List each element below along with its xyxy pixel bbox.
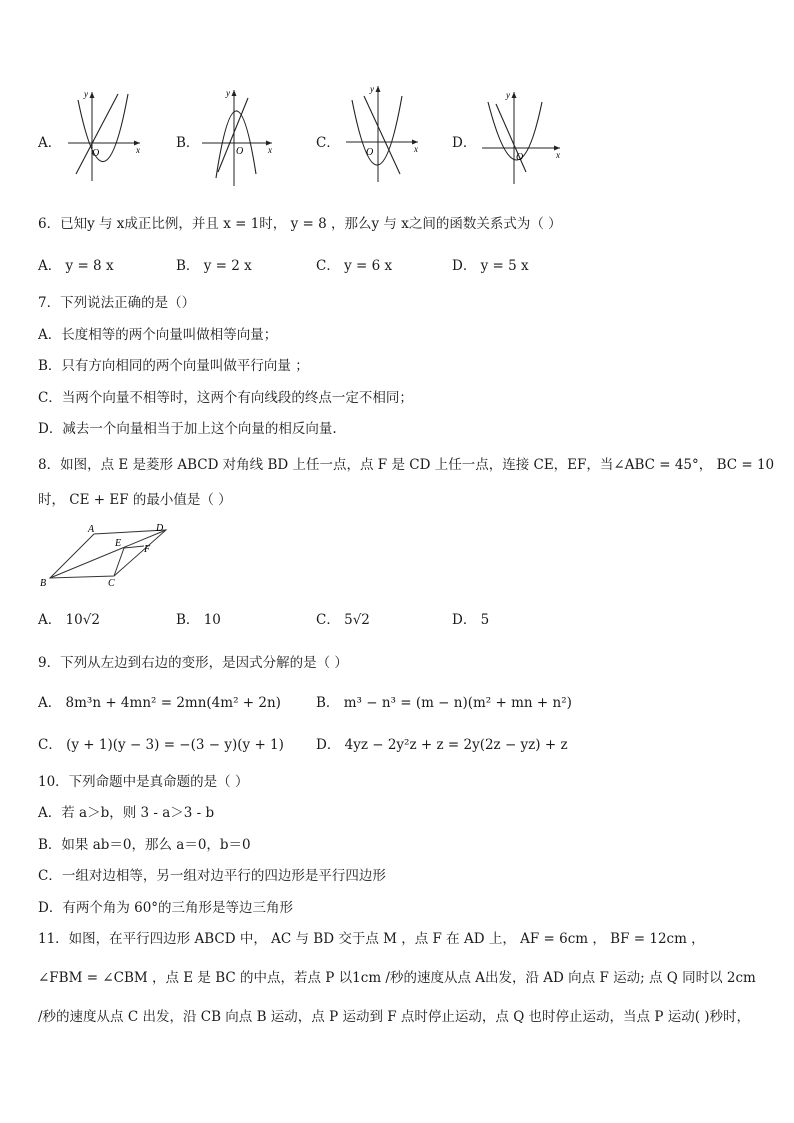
q9-stem: 9．下列从左边到右边的变形，是因式分解的是（ ） — [38, 655, 348, 671]
q11-line3: /秒的速度从点 C 出发，沿 CB 向点 B 运动，点 P 运动到 F 点时停止运动，点 Q 也时停止运动，当点 P 运动( )秒时， — [38, 1009, 751, 1025]
q6-option-c: C． y = 6 x — [316, 258, 393, 274]
axis-x-label: x — [136, 145, 140, 155]
origin-label: O — [366, 147, 374, 158]
axis-y-label: y — [506, 90, 510, 100]
q5-graph-a — [62, 86, 146, 190]
q9-option-d: D． 4yz − 2y²z + z = 2y(2z − yz) + z — [316, 737, 568, 753]
q5-option-b-label: B． — [176, 135, 200, 151]
origin-label: O — [236, 146, 244, 157]
q6-option-a: A． y = 8 x — [38, 258, 114, 274]
q5-option-d-label: D． — [452, 135, 477, 151]
q7-stem: 7．下列说法正确的是（） — [38, 295, 196, 311]
q5-graph-c — [340, 82, 424, 190]
axis-y-label: y — [226, 88, 230, 98]
q6-option-b: B． y = 2 x — [176, 258, 252, 274]
point-e-label: E — [115, 538, 122, 549]
q10-option-d: D．有两个角为 60°的三角形是等边三角形 — [38, 900, 294, 916]
q9-option-a: A． 8m³n + 4mn² = 2mn(4m² + 2n) — [38, 695, 281, 711]
q8-option-a: A． 10√2 — [38, 612, 100, 628]
axis-y-label: y — [370, 84, 374, 94]
q5-graph-d — [478, 88, 568, 192]
q8-stem-line2: 时， CE + EF 的最小值是（ ） — [38, 492, 232, 508]
axis-x-label: x — [268, 145, 272, 155]
q8-option-b: B． 10 — [176, 612, 221, 628]
q5-graph-b — [198, 86, 282, 194]
q7-option-b: B．只有方向相同的两个向量叫做平行向量 ； — [38, 358, 309, 374]
q8-stem-line1: 8．如图，点 E 是菱形 ABCD 对角线 BD 上任一点，点 F 是 CD 上任一点，连接 CE，EF，当∠ABC = 45°， BC = 10 — [38, 457, 775, 473]
q10-stem: 10．下列命题中是真命题的是（ ） — [38, 774, 249, 790]
q8-rhombus-figure — [36, 520, 176, 592]
q11-line1: 11．如图，在平行四边形 ABCD 中， AC 与 BD 交于点 M ，点 F 在 AD 上， AF = 6cm ， BF = 12cm ， — [38, 931, 705, 947]
origin-label: O — [516, 152, 524, 163]
q5-option-a-label: A． — [38, 135, 62, 151]
vertex-b-label: B — [40, 578, 47, 588]
q11-line2: ∠FBM = ∠CBM ，点 E 是 BC 的中点，若点 P 以1cm /秒的速度从点 A出发，沿 AD 向点 F 运动; 点 Q 同时以 2cm — [38, 970, 756, 986]
q5-option-c-label: C． — [316, 135, 340, 151]
q10-option-c: C．一组对边相等，另一组对边平行的四边形是平行四边形 — [38, 868, 386, 884]
q7-option-d: D．减去一个向量相当于加上这个向量的相反向量. — [38, 421, 337, 437]
q8-option-c: C． 5√2 — [316, 612, 370, 628]
q6-stem: 6．已知y 与 x成正比例，并且 x = 1时， y = 8 ，那么y 与 x之间的函数关系式为（ ） — [38, 216, 562, 232]
q9-option-b: B． m³ − n³ = (m − n)(m² + mn + n²) — [316, 695, 572, 711]
origin-label: O — [92, 148, 100, 159]
axis-y-label: y — [84, 89, 88, 99]
axis-x-label: x — [556, 150, 560, 160]
q10-option-a: A．若 a＞b，则 3 - a＞3 - b — [38, 805, 215, 821]
vertex-a-label: A — [88, 524, 95, 535]
q6-option-d: D． y = 5 x — [452, 258, 529, 274]
q10-option-b: B．如果 ab＝0，那么 a＝0，b＝0 — [38, 837, 251, 853]
vertex-d-label: D — [156, 523, 164, 534]
q9-option-c: C． (y + 1)(y − 3) = −(3 − y)(y + 1) — [38, 737, 284, 753]
q7-option-c: C．当两个向量不相等时，这两个有向线段的终点一定不相同； — [38, 390, 413, 406]
vertex-c-label: C — [108, 578, 115, 588]
q8-option-d: D． 5 — [452, 612, 490, 628]
axis-x-label: x — [414, 144, 418, 154]
q7-option-a: A．长度相等的两个向量叫做相等向量； — [38, 327, 278, 343]
point-f-label: F — [144, 544, 151, 555]
